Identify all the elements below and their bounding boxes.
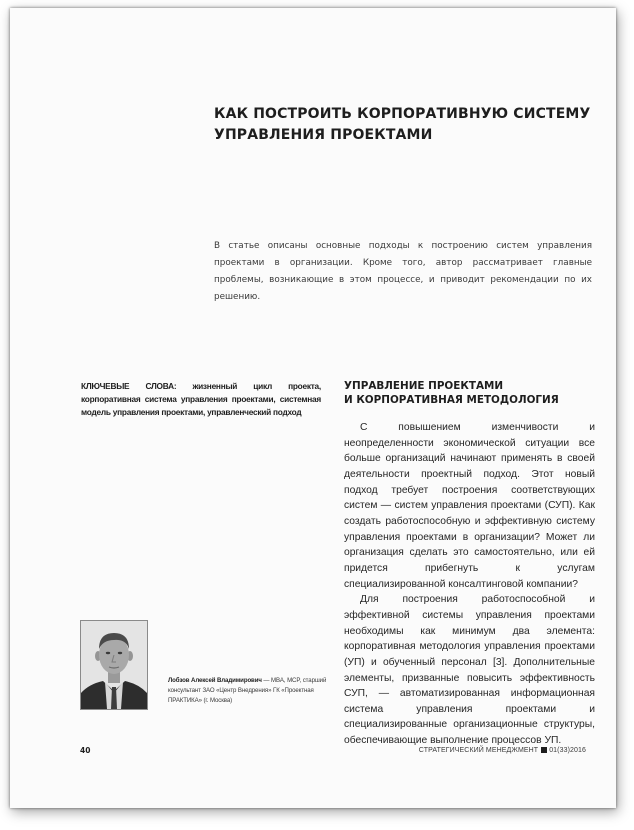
issue-number: 01(33)2016: [549, 747, 586, 754]
keywords-block: [81, 380, 321, 419]
author-info: [168, 676, 328, 706]
article-title: КАК ПОСТРОИТЬ КОРПОРАТИВНУЮ СИСТЕМУ УПРАВЛЕНИЯ ПРОЕКТАМИ: [214, 106, 591, 143]
journal-name: СТРАТЕГИЧЕСКИЙ МЕНЕДЖМЕНТ: [418, 747, 539, 754]
author-portrait-icon: [81, 621, 147, 709]
square-bullet-icon: [541, 747, 547, 753]
article-abstract: В статье описаны основные подходы к построению систем управления проектами в организации. Кроме того, автор рассматривает главные проблемы, возникающие в этом процессе, и приводит рекомендации по их решению.: [214, 241, 592, 302]
section-heading: [344, 379, 604, 407]
journal-page: [10, 8, 616, 808]
section-heading-line2: И КОРПОРАТИВНАЯ МЕТОДОЛОГИЯ: [344, 394, 559, 406]
section-heading-line1: УПРАВЛЕНИЕ ПРОЕКТАМИ: [344, 380, 504, 392]
keywords-label: КЛЮЧЕВЫЕ СЛОВА:: [81, 381, 177, 391]
body-paragraph: Для построения работоспособной и эффективной системы управления проектами необходимы как минимум два элемента: корпоративная методология управления проектами (УП) и обученный персонал [3]. Дополнительные элементы, призванные повысить эффективность СУП, — автоматизированная информационная система управления проектами и специализированные организационные структуры, обеспечивающие выполнение процессов УП.: [344, 594, 595, 747]
body-paragraph: С повышением изменчивости и неопределенности экономической ситуации все больше организаций начинают применять в своей деятельности проектный подход. Этот новый подход требует построения соответствующих систем — систем управления проектами (СУП). Как создать работоспособную и эффективную систему управления проектами в организации? Может ли организация сделать это самостоятельно, или ей придется прибегнуть к услугам специализированной консалтинговой компании?: [344, 422, 595, 590]
keywords-text: жизненный цикл проекта, корпоративная система управления проектами, системная модель управления проектами, управленческий подход: [81, 381, 321, 417]
running-footer: [419, 747, 586, 754]
article-body: [344, 420, 595, 749]
page-number: 40: [80, 746, 91, 755]
author-photo: [80, 620, 148, 710]
author-name: Лобзов Алексей Владимирович: [168, 677, 262, 684]
author-bio: — MBA, MCP, старший консультант ЗАО «Центр Внедрения» ГК «Проектная ПРАКТИКА» (г. Москва): [168, 677, 327, 704]
